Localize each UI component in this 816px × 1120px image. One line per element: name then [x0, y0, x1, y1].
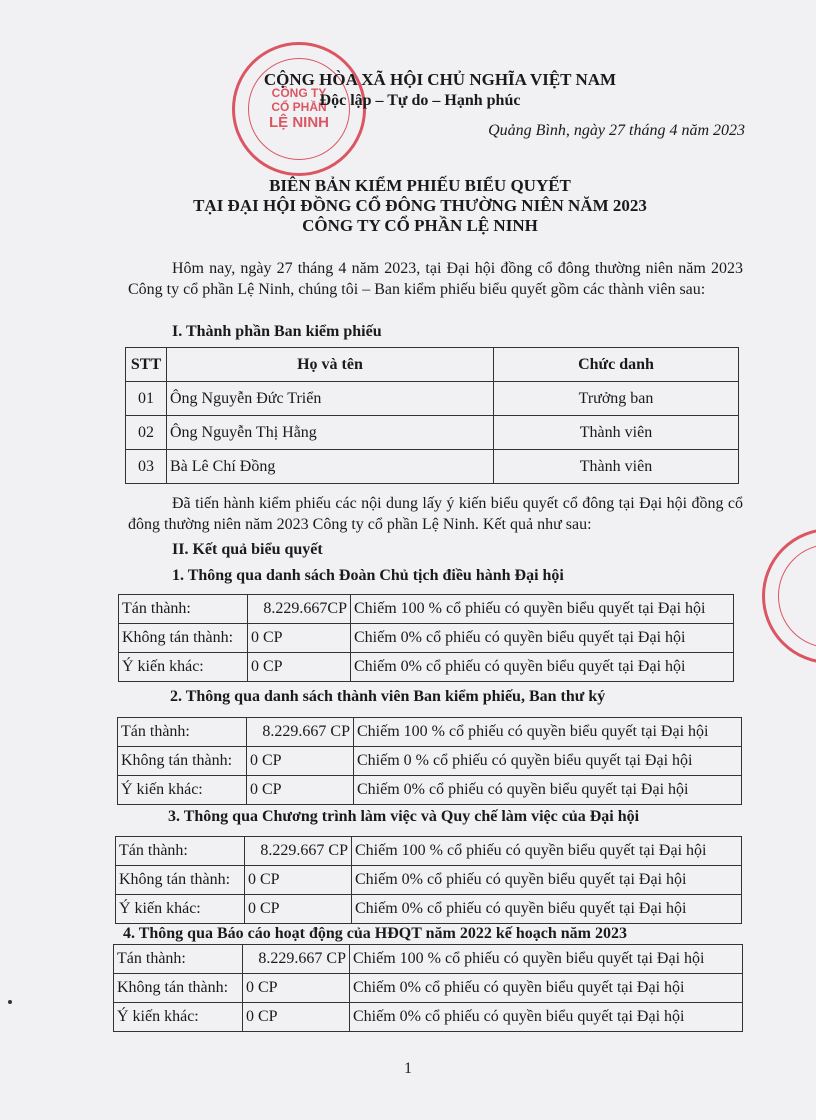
table-row — [118, 718, 742, 747]
table-row — [114, 945, 743, 974]
section2-heading: II. Kết quả biểu quyết — [172, 541, 323, 558]
table-row — [116, 895, 742, 924]
stamp-line-3: LỆ NINH — [268, 114, 329, 132]
member-stt: 01 — [126, 382, 167, 416]
vote-shares: 0 CP — [248, 624, 351, 653]
vote-desc: Chiếm 100 % cổ phiếu có quyền biểu quyết tại Đại hội — [354, 718, 742, 747]
vote-label: Ý kiến khác: — [118, 776, 247, 805]
intro-paragraph: Hôm nay, ngày 27 tháng 4 năm 2023, tại Đại hội đồng cổ đông thường niên năm 2023 Công ty cổ phần Lệ Ninh, chúng tôi – Ban kiểm phiếu biểu quyết gồm các thành viên sau: — [128, 260, 743, 298]
table-row — [119, 624, 734, 653]
vote-desc: Chiếm 0% cổ phiếu có quyền biểu quyết tại Đại hội — [351, 653, 734, 682]
member-role: Thành viên — [494, 416, 739, 450]
vote-label: Tán thành: — [119, 595, 248, 624]
vote-desc: Chiếm 100 % cổ phiếu có quyền biểu quyết tại Đại hội — [350, 945, 743, 974]
table-row — [116, 837, 742, 866]
member-name: Ông Nguyễn Đức Triển — [167, 382, 494, 416]
table-row — [119, 595, 734, 624]
vote-shares: 0 CP — [247, 747, 354, 776]
member-name: Bà Lê Chí Đồng — [167, 450, 494, 484]
member-name: Ông Nguyễn Thị Hằng — [167, 416, 494, 450]
table-row — [126, 382, 739, 416]
vote-table-4 — [113, 944, 743, 1032]
table-row — [119, 653, 734, 682]
vote-table-2 — [117, 717, 742, 805]
vote-table-3 — [115, 836, 742, 924]
member-role: Thành viên — [494, 450, 739, 484]
member-stt: 03 — [126, 450, 167, 484]
vote-shares: 0 CP — [243, 1003, 350, 1032]
member-stt: 02 — [126, 416, 167, 450]
vote-desc: Chiếm 100 % cổ phiếu có quyền biểu quyết tại Đại hội — [351, 595, 734, 624]
vote-desc: Chiếm 0% cổ phiếu có quyền biểu quyết tại Đại hội — [352, 895, 742, 924]
table-row — [118, 747, 742, 776]
vote-shares: 8.229.667 CP — [243, 945, 350, 974]
vote-item-2-heading: 2. Thông qua danh sách thành viên Ban kiểm phiếu, Ban thư ký — [170, 688, 606, 705]
vote-label: Tán thành: — [118, 718, 247, 747]
members-header-row — [126, 348, 739, 382]
table-row — [116, 866, 742, 895]
stamp-line-2: CỔ PHẦN — [271, 100, 327, 115]
table-row — [126, 416, 739, 450]
stamp-line-1: CÔNG TY — [271, 86, 327, 101]
col-name: Họ và tên — [167, 348, 494, 382]
vote-desc: Chiếm 0% cổ phiếu có quyền biểu quyết tại Đại hội — [351, 624, 734, 653]
vote-item-3-heading: 3. Thông qua Chương trình làm việc và Quy chế làm việc của Đại hội — [168, 808, 640, 825]
vote-shares: 0 CP — [248, 653, 351, 682]
vote-label: Không tán thành: — [116, 866, 245, 895]
company-seal-stamp-partial — [762, 528, 816, 664]
doc-title-line-2: TẠI ĐẠI HỘI ĐỒNG CỔ ĐÔNG THƯỜNG NIÊN NĂM 2023 — [193, 196, 647, 215]
vote-label: Ý kiến khác: — [116, 895, 245, 924]
page-number: 1 — [404, 1060, 412, 1077]
vote-desc: Chiếm 0% cổ phiếu có quyền biểu quyết tại Đại hội — [350, 974, 743, 1003]
vote-label: Không tán thành: — [118, 747, 247, 776]
table-row — [118, 776, 742, 805]
vote-desc: Chiếm 0% cổ phiếu có quyền biểu quyết tại Đại hội — [350, 1003, 743, 1032]
table-row — [114, 1003, 743, 1032]
members-table — [125, 347, 739, 484]
dateline: Quảng Bình, ngày 27 tháng 4 năm 2023 — [488, 122, 745, 139]
vote-shares: 8.229.667 CP — [247, 718, 354, 747]
scan-speck — [8, 1000, 12, 1004]
vote-label: Không tán thành: — [114, 974, 243, 1003]
vote-desc: Chiếm 100 % cổ phiếu có quyền biểu quyết tại Đại hội — [352, 837, 742, 866]
vote-shares: 8.229.667CP — [248, 595, 351, 624]
vote-desc: Chiếm 0% cổ phiếu có quyền biểu quyết tại Đại hội — [352, 866, 742, 895]
vote-shares: 0 CP — [245, 895, 352, 924]
vote-label: Ý kiến khác: — [119, 653, 248, 682]
vote-shares: 0 CP — [247, 776, 354, 805]
col-role: Chức danh — [494, 348, 739, 382]
results-intro-paragraph: Đã tiến hành kiểm phiếu các nội dung lấy ý kiến biểu quyết cổ đông tại Đại hội đồng cổ đông thường niên năm 2023 Công ty cổ phần Lệ Ninh. Kết quả như sau: — [128, 495, 743, 533]
vote-desc: Chiếm 0% cổ phiếu có quyền biểu quyết tại Đại hội — [354, 776, 742, 805]
section1-heading: I. Thành phần Ban kiểm phiếu — [172, 323, 382, 340]
vote-table-1 — [118, 594, 734, 682]
vote-label: Ý kiến khác: — [114, 1003, 243, 1032]
vote-label: Tán thành: — [114, 945, 243, 974]
vote-label: Tán thành: — [116, 837, 245, 866]
vote-label: Không tán thành: — [119, 624, 248, 653]
table-row — [126, 450, 739, 484]
vote-desc: Chiếm 0 % cổ phiếu có quyền biểu quyết tại Đại hội — [354, 747, 742, 776]
vote-shares: 0 CP — [245, 866, 352, 895]
member-role: Trưởng ban — [494, 382, 739, 416]
vote-shares: 8.229.667 CP — [245, 837, 352, 866]
vote-item-1-heading: 1. Thông qua danh sách Đoàn Chủ tịch điều hành Đại hội — [172, 567, 564, 584]
national-motto: Độc lập – Tự do – Hạnh phúc — [319, 92, 521, 109]
col-stt: STT — [126, 348, 167, 382]
table-row — [114, 974, 743, 1003]
national-title: CỘNG HÒA XÃ HỘI CHỦ NGHĨA VIỆT NAM — [263, 70, 617, 89]
doc-title-line-3: CÔNG TY CỔ PHẦN LỆ NINH — [302, 216, 538, 235]
vote-item-4-heading: 4. Thông qua Báo cáo hoạt động của HĐQT năm 2022 kế hoạch năm 2023 — [123, 925, 627, 942]
vote-shares: 0 CP — [243, 974, 350, 1003]
doc-title-line-1: BIÊN BẢN KIỂM PHIẾU BIỂU QUYẾT — [269, 176, 571, 195]
